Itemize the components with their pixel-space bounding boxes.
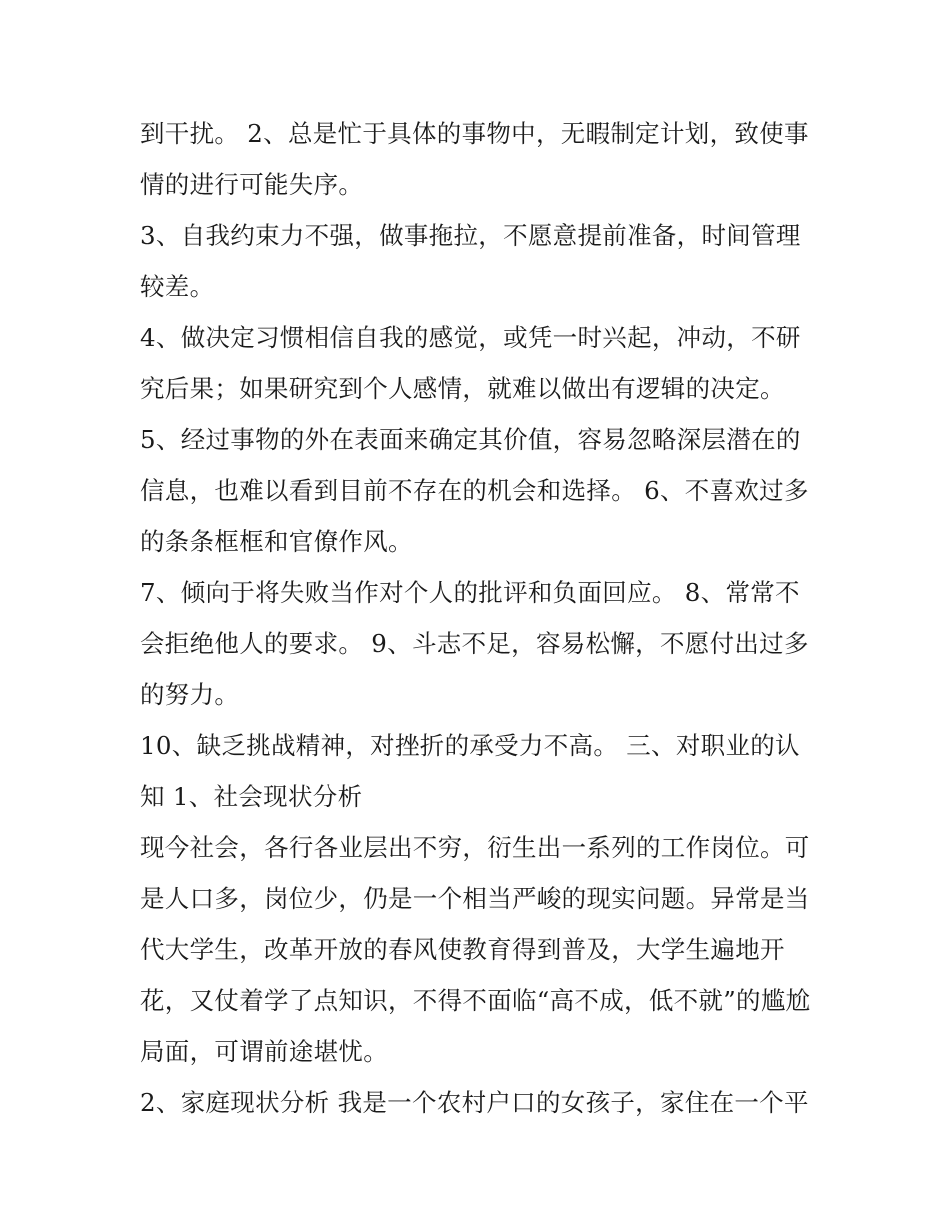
text-line: 5、经过事物的外在表面来确定其价值，容易忽略深层潜在的 — [140, 425, 801, 454]
text-line: 局面，可谓前途堪忧。 — [140, 1037, 388, 1066]
text-line: 现今社会，各行各业层出不穷，衍生出一系列的工作岗位。可 — [140, 833, 810, 862]
text-line: 会拒绝他人的要求。 9、斗志不足，容易松懈，不愿付出过多 — [140, 629, 809, 658]
text-line: 的条条框框和官僚作风。 — [140, 527, 413, 556]
text-line: 到干扰。 2、总是忙于具体的事物中，无暇制定计划，致使事 — [140, 119, 809, 148]
text-line: 较差。 — [140, 272, 215, 301]
text-line: 情的进行可能失序。 — [140, 170, 364, 199]
text-line: 2、家庭现状分析 我是一个农村户口的女孩子，家住在一个平 — [140, 1088, 809, 1117]
text-line: 的努力。 — [140, 680, 240, 709]
text-line: 究后果；如果研究到个人感情，就难以做出有逻辑的决定。 — [140, 374, 785, 403]
text-line: 3、自我约束力不强，做事拖拉，不愿意提前准备，时间管理 — [140, 221, 801, 250]
text-line: 代大学生，改革开放的春风使教育得到普及，大学生遍地开 — [140, 935, 785, 964]
text-line: 10、缺乏挑战精神，对挫折的承受力不高。 三、对职业的认 — [140, 731, 800, 760]
body-text — [140, 108, 820, 1128]
text-line: 信息，也难以看到目前不存在的机会和选择。 6、不喜欢过多 — [140, 476, 809, 505]
text-line: 知 1、社会现状分析 — [140, 782, 363, 811]
text-line: 4、做决定习惯相信自我的感觉，或凭一时兴起，冲动，不研 — [140, 323, 801, 352]
text-line: 7、倾向于将失败当作对个人的批评和负面回应。 8、常常不 — [140, 578, 800, 607]
text-line: 是人口多，岗位少，仍是一个相当严峻的现实问题。异常是当 — [140, 884, 810, 913]
text-line: 花，又仗着学了点知识，不得不面临“高不成，低不就”的尴尬 — [140, 986, 811, 1015]
